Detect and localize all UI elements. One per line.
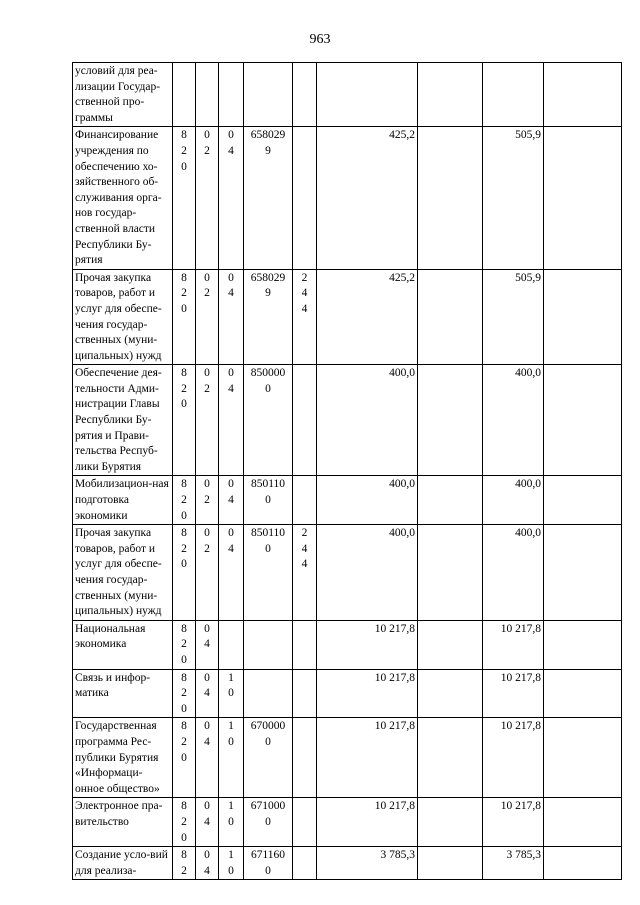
subsection-code: 1 0 xyxy=(219,847,244,880)
table-row xyxy=(73,476,622,525)
subsection-code xyxy=(219,63,244,127)
ved-code: 8 2 0 xyxy=(173,127,196,269)
amount-year-2: 10 217,8 xyxy=(483,718,544,798)
subsection-code xyxy=(219,620,244,669)
subsection-code: 1 0 xyxy=(219,798,244,847)
table-row xyxy=(73,269,622,365)
ved-code: 8 2 0 xyxy=(173,476,196,525)
empty-cell xyxy=(418,620,483,669)
amount-year-2: 10 217,8 xyxy=(483,798,544,847)
empty-cell xyxy=(544,525,622,621)
table-row xyxy=(73,798,622,847)
table-row xyxy=(73,127,622,269)
table-body xyxy=(73,63,622,880)
expense-type-code xyxy=(293,798,317,847)
subsection-code: 0 4 xyxy=(219,476,244,525)
empty-cell xyxy=(544,669,622,718)
section-code: 0 4 xyxy=(196,798,219,847)
target-article-code: 671000 0 xyxy=(244,798,293,847)
empty-cell xyxy=(544,847,622,880)
table-row xyxy=(73,718,622,798)
empty-cell xyxy=(418,365,483,476)
ved-code: 8 2 0 xyxy=(173,365,196,476)
section-code: 0 4 xyxy=(196,620,219,669)
row-name: Электронное пра-вительство xyxy=(73,798,173,847)
ved-code: 8 2 0 xyxy=(173,269,196,365)
amount-year-2: 505,9 xyxy=(483,127,544,269)
amount-year-1: 10 217,8 xyxy=(317,620,418,669)
table-row xyxy=(73,620,622,669)
amount-year-2: 400,0 xyxy=(483,365,544,476)
row-name: Прочая закупка товаров, работ и услуг для обеспе-чения государ-ственных (муни-ципальных) нужд xyxy=(73,525,173,621)
row-name: Прочая закупка товаров, работ и услуг для обеспе-чения государ-ственных (муни-ципальных) нужд xyxy=(73,269,173,365)
row-name: Мобилизацион-ная подготовка экономики xyxy=(73,476,173,525)
section-code: 0 2 xyxy=(196,525,219,621)
empty-cell xyxy=(418,269,483,365)
row-name: Финансирование учреждения по обеспечению хо-зяйственного об-служивания орга-нов государ-ственной власти Республики Бу-рятия xyxy=(73,127,173,269)
amount-year-1: 400,0 xyxy=(317,365,418,476)
expense-type-code xyxy=(293,669,317,718)
expense-type-code xyxy=(293,620,317,669)
section-code: 0 2 xyxy=(196,269,219,365)
expense-type-code xyxy=(293,718,317,798)
row-name: Государственная программа Рес-публики Бурятия «Информаци-онное общество» xyxy=(73,718,173,798)
empty-cell xyxy=(418,718,483,798)
expense-type-code: 2 4 4 xyxy=(293,269,317,365)
subsection-code: 1 0 xyxy=(219,718,244,798)
target-article-code xyxy=(244,669,293,718)
expense-type-code: 2 4 4 xyxy=(293,525,317,621)
empty-cell xyxy=(418,525,483,621)
subsection-code: 0 4 xyxy=(219,525,244,621)
amount-year-1: 10 217,8 xyxy=(317,669,418,718)
target-article-code xyxy=(244,620,293,669)
target-article-code: 850110 0 xyxy=(244,476,293,525)
expense-type-code xyxy=(293,365,317,476)
expense-type-code xyxy=(293,127,317,269)
amount-year-1: 425,2 xyxy=(317,269,418,365)
amount-year-2: 3 785,3 xyxy=(483,847,544,880)
row-name: Национальная экономика xyxy=(73,620,173,669)
expense-type-code xyxy=(293,476,317,525)
page-number: 963 xyxy=(309,32,331,47)
target-article-code: 850000 0 xyxy=(244,365,293,476)
amount-year-2: 400,0 xyxy=(483,476,544,525)
amount-year-1 xyxy=(317,63,418,127)
empty-cell xyxy=(418,476,483,525)
ved-code: 8 2 0 xyxy=(173,798,196,847)
empty-cell xyxy=(544,63,622,127)
target-article-code: 850110 0 xyxy=(244,525,293,621)
section-code: 0 2 xyxy=(196,476,219,525)
subsection-code: 1 0 xyxy=(219,669,244,718)
table-row xyxy=(73,669,622,718)
table-row xyxy=(73,63,622,127)
ved-code: 8 2 xyxy=(173,847,196,880)
section-code: 0 4 xyxy=(196,669,219,718)
ved-code xyxy=(173,63,196,127)
empty-cell xyxy=(418,847,483,880)
expense-type-code xyxy=(293,63,317,127)
amount-year-2: 400,0 xyxy=(483,525,544,621)
amount-year-2 xyxy=(483,63,544,127)
amount-year-1: 400,0 xyxy=(317,525,418,621)
empty-cell xyxy=(544,718,622,798)
target-article-code: 658029 9 xyxy=(244,269,293,365)
target-article-code: 671160 0 xyxy=(244,847,293,880)
ved-code: 8 2 0 xyxy=(173,525,196,621)
empty-cell xyxy=(418,127,483,269)
expense-type-code xyxy=(293,847,317,880)
amount-year-1: 3 785,3 xyxy=(317,847,418,880)
table-row xyxy=(73,847,622,880)
table-row xyxy=(73,365,622,476)
section-code: 0 4 xyxy=(196,847,219,880)
section-code: 0 4 xyxy=(196,718,219,798)
amount-year-1: 10 217,8 xyxy=(317,798,418,847)
amount-year-1: 400,0 xyxy=(317,476,418,525)
row-name: условий для реа-лизации Государ-ственной про-граммы xyxy=(73,63,173,127)
empty-cell xyxy=(544,620,622,669)
ved-code: 8 2 0 xyxy=(173,669,196,718)
section-code: 0 2 xyxy=(196,127,219,269)
section-code xyxy=(196,63,219,127)
amount-year-1: 10 217,8 xyxy=(317,718,418,798)
section-code: 0 2 xyxy=(196,365,219,476)
row-name: Связь и инфор-матика xyxy=(73,669,173,718)
empty-cell xyxy=(418,798,483,847)
row-name: Создание усло-вий для реализа- xyxy=(73,847,173,880)
target-article-code: 658029 9 xyxy=(244,127,293,269)
ved-code: 8 2 0 xyxy=(173,620,196,669)
empty-cell xyxy=(544,269,622,365)
budget-table xyxy=(72,62,622,880)
subsection-code: 0 4 xyxy=(219,127,244,269)
subsection-code: 0 4 xyxy=(219,269,244,365)
empty-cell xyxy=(544,365,622,476)
empty-cell xyxy=(544,476,622,525)
empty-cell xyxy=(418,669,483,718)
subsection-code: 0 4 xyxy=(219,365,244,476)
empty-cell xyxy=(418,63,483,127)
empty-cell xyxy=(544,127,622,269)
amount-year-2: 505,9 xyxy=(483,269,544,365)
amount-year-2: 10 217,8 xyxy=(483,620,544,669)
target-article-code: 670000 0 xyxy=(244,718,293,798)
row-name: Обеспечение дея-тельности Адми-нистрации Главы Республики Бу-рятия и Прави-тельства Респуб-лики Бурятия xyxy=(73,365,173,476)
empty-cell xyxy=(544,798,622,847)
amount-year-2: 10 217,8 xyxy=(483,669,544,718)
amount-year-1: 425,2 xyxy=(317,127,418,269)
target-article-code xyxy=(244,63,293,127)
table-row xyxy=(73,525,622,621)
ved-code: 8 2 0 xyxy=(173,718,196,798)
